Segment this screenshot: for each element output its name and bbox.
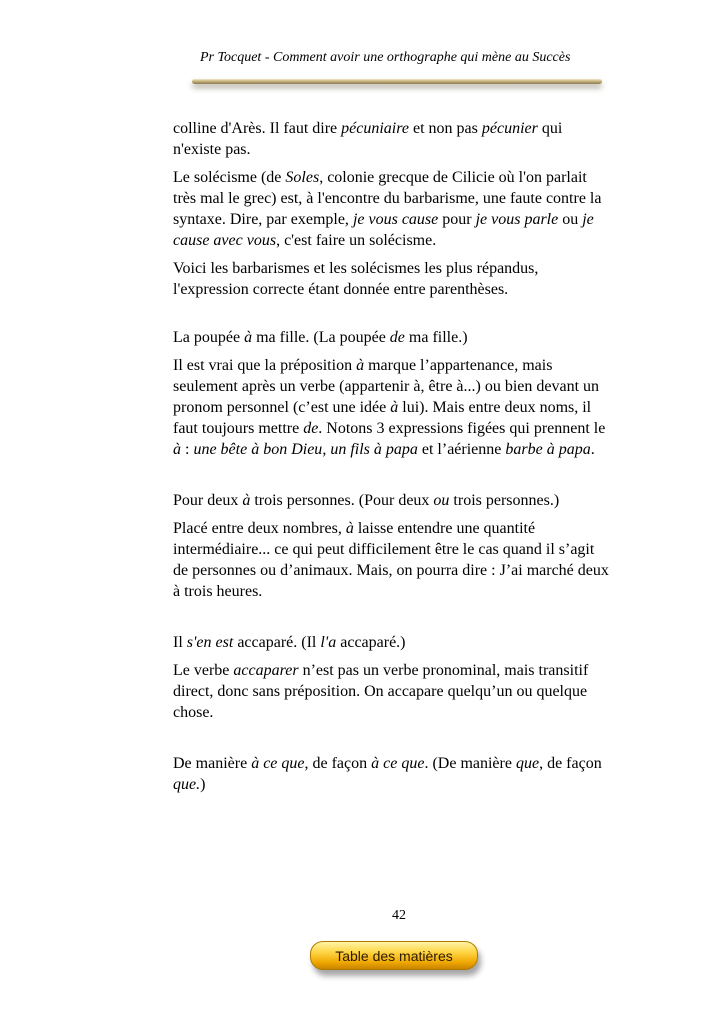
text-run: , colonie grecque de Cilicie où l'on parlait très mal le grec) est, à l'encontre du barbarisme, une faute contre la syntaxe. Dire, par exemple, [173, 169, 602, 228]
text-run: , de façon [304, 755, 372, 772]
italic-text-run: à ce que [371, 755, 425, 772]
text-run: . Notons 3 expressions figées qui prennent le [318, 420, 606, 437]
text-run: , c'est faire un solécisme. [276, 232, 437, 249]
example-heading [173, 632, 613, 653]
text-run: trois personnes.) [449, 492, 560, 509]
italic-text-run: à [242, 492, 251, 509]
italic-text-run: à [244, 329, 253, 346]
text-run: n’est pas un verbe pronominal, mais transitif direct, donc sans préposition. On accapare quelqu’un ou quelque chose. [173, 662, 589, 721]
text-run: Voici les barbarismes et les solécismes les plus répandus, l'expression correcte étant donnée entre parenthèses. [173, 260, 539, 298]
italic-text-run: que. [173, 776, 201, 793]
text-run: La poupée [173, 329, 245, 346]
italic-text-run: accaparer [233, 662, 299, 679]
text-run: trois personnes. (Pour deux [250, 492, 434, 509]
text-run: Le solécisme (de [173, 169, 286, 186]
example-heading [173, 753, 613, 795]
italic-text-run: Soles [285, 169, 320, 186]
text-run: Pour deux [173, 492, 243, 509]
italic-text-run: à ce que [251, 755, 305, 772]
paragraph [173, 660, 613, 723]
text-run: lui). Mais entre deux noms, il faut toujours mettre [173, 399, 592, 437]
italic-text-run: une bête à bon Dieu [193, 441, 323, 458]
text-run: Il est vrai que la préposition [173, 357, 357, 374]
italic-text-run: je vous parle [475, 211, 559, 228]
example-heading [173, 490, 613, 511]
italic-text-run: pécuniaire [341, 120, 409, 137]
text-run: Le verbe [173, 662, 234, 679]
text-run: et l’aérienne [417, 441, 506, 458]
text-run: Il [173, 634, 187, 651]
text-run: Placé entre deux nombres, [173, 520, 346, 537]
italic-text-run: l'a [320, 634, 337, 651]
italic-text-run: de [303, 420, 319, 437]
italic-text-run: que [515, 755, 540, 772]
text-run: De manière [173, 755, 252, 772]
italic-text-run: de [389, 329, 405, 346]
italic-text-run: je cause avec vous [173, 211, 594, 249]
italic-text-run: à [173, 441, 181, 458]
paragraph [173, 118, 613, 160]
text-run: : [181, 441, 194, 458]
table-of-contents-button[interactable]: Table des matières [310, 941, 478, 970]
text-run: . [590, 441, 595, 458]
italic-text-run: je vous cause [352, 211, 439, 228]
page-body [173, 118, 613, 802]
italic-text-run: s'en est [186, 634, 234, 651]
text-run: accaparé.) [336, 634, 406, 651]
text-run: et non pas [408, 120, 482, 137]
text-run: ou [558, 211, 583, 228]
italic-text-run: à [356, 357, 365, 374]
text-run: colline d'Arès. Il faut dire [173, 120, 342, 137]
text-run: marque l’appartenance, mais seulement après un verbe (appartenir à, être à...) ou bien devant un pronom personnel (c’est une idée [173, 357, 600, 416]
italic-text-run: ou [433, 492, 450, 509]
text-run: pour [438, 211, 476, 228]
italic-text-run: à [345, 520, 354, 537]
text-run: , de façon [539, 755, 602, 772]
paragraph [173, 518, 613, 602]
paragraph [173, 258, 613, 300]
italic-text-run: barbe à papa [505, 441, 591, 458]
italic-text-run: pécunier [481, 120, 538, 137]
paragraph [173, 355, 613, 460]
text-run: ma fille. (La poupée [252, 329, 390, 346]
text-run: laisse entendre une quantité intermédiaire... ce qui peut difficilement être le cas quand il s’agit de personnes ou d’animaux. Mais, on pourra dire : J’ai marché deux à trois heures. [173, 520, 609, 600]
text-run: . (De manière [424, 755, 516, 772]
paragraph [173, 167, 613, 251]
italic-text-run: un fils à papa [330, 441, 418, 458]
page-number: 42 [392, 908, 406, 923]
text-run: ma fille.) [404, 329, 468, 346]
header-divider [192, 79, 602, 84]
page-header-title: Pr Tocquet - Comment avoir une orthographe qui mène au Succès [200, 50, 571, 65]
text-run: , [322, 441, 331, 458]
example-heading [173, 327, 613, 348]
text-run: accaparé. (Il [233, 634, 321, 651]
text-run: ) [200, 776, 206, 793]
text-run: qui n'existe pas. [173, 120, 563, 158]
italic-text-run: à [390, 399, 399, 416]
